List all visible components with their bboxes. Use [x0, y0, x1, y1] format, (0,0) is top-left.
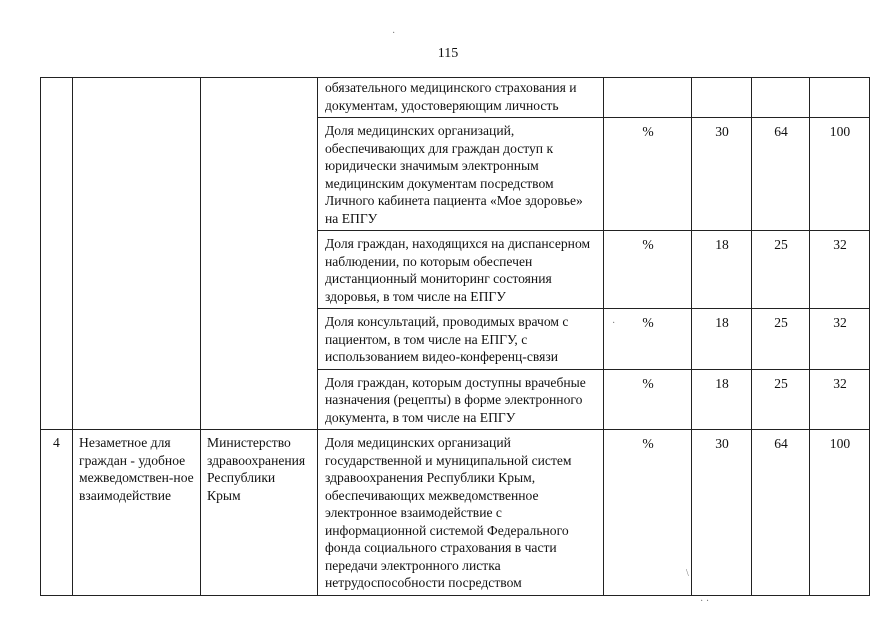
activity-name-cell: Незаметное для граждан - удобное межведомствен-ное взаимодействие [73, 430, 201, 596]
value-cell-2: 25 [752, 231, 810, 309]
indicator-cell: Доля медицинских организаций государственной и муниципальной систем здравоохранения Республики Крым, обеспечивающих межведомственное электронное взаимодействие с информационной системой Федерального фонда социального страхования в части передачи электронного листка нетрудоспособности посредством [318, 430, 604, 596]
value-cell-1: 18 [692, 231, 752, 309]
value-cell-3 [810, 78, 870, 118]
value-cell-1: 18 [692, 369, 752, 430]
value-cell-1: 18 [692, 309, 752, 370]
scan-speck: · [392, 28, 396, 39]
table-row [41, 430, 870, 596]
indicator-cell: обязательного медицинского страхования и документам, удостоверяющим личность [318, 78, 604, 118]
responsible-cell: Министерство здравоохранения Республики Крым [201, 430, 318, 596]
page-number: 115 [437, 46, 459, 61]
value-cell-2 [752, 78, 810, 118]
row-number-cell [41, 78, 73, 430]
indicator-cell: Доля граждан, которым доступны врачебные назначения (рецепты) в форме электронного документа, в том числе на ЕПГУ [318, 369, 604, 430]
unit-cell [604, 78, 692, 118]
unit-cell: % [604, 430, 692, 596]
unit-cell: % [604, 309, 692, 370]
value-cell-2: 64 [752, 430, 810, 596]
indicators-table [40, 77, 870, 596]
value-cell-3: 100 [810, 430, 870, 596]
value-cell-3: 100 [810, 118, 870, 231]
scan-speck: \ [686, 568, 689, 579]
unit-cell: % [604, 369, 692, 430]
unit-cell: % [604, 231, 692, 309]
value-cell-2: 25 [752, 369, 810, 430]
row-number-cell: 4 [41, 430, 73, 596]
indicator-cell: Доля консультаций, проводимых врачом с пациентом, в том числе на ЕПГУ, с использованием видео-конференц-связи [318, 309, 604, 370]
unit-cell: % [604, 118, 692, 231]
value-cell-2: 64 [752, 118, 810, 231]
value-cell-3: 32 [810, 309, 870, 370]
value-cell-3: 32 [810, 369, 870, 430]
indicator-cell: Доля медицинских организаций, обеспечивающих для граждан доступ к юридически значимым электронным медицинским документам посредством Личного кабинета пациента «Мое здоровье» на ЕПГУ [318, 118, 604, 231]
value-cell-1: 30 [692, 430, 752, 596]
responsible-cell [201, 78, 318, 430]
scan-speck: · [612, 318, 616, 329]
value-cell-1 [692, 78, 752, 118]
value-cell-2: 25 [752, 309, 810, 370]
value-cell-1: 30 [692, 118, 752, 231]
activity-name-cell [73, 78, 201, 430]
indicator-cell: Доля граждан, находящихся на диспансерном наблюдении, по которым обеспечен дистанционный мониторинг состояния здоровья, в том числе на ЕПГУ [318, 231, 604, 309]
value-cell-3: 32 [810, 231, 870, 309]
table-row [41, 78, 870, 118]
scan-speck: · · [700, 596, 710, 607]
